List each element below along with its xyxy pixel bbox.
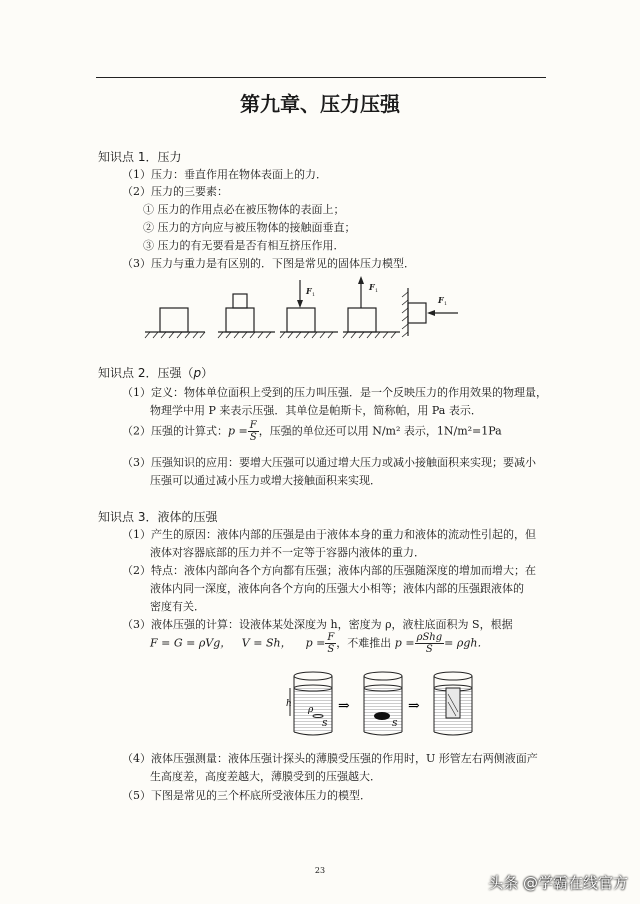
kp2-heading: 知识点 2．压强（p） <box>98 366 214 380</box>
kp1-line-6: （3）压力与重力是有区别的．下图是常见的固体压力模型． <box>122 257 415 270</box>
kp3-heading: 知识点 3．液体的压强 <box>98 510 218 524</box>
kp3-line-3: （2）特点：液体内部向各个方向都有压强；液体内部的压强随深度的增加而增大；在 <box>122 564 536 577</box>
kp3-line-7: （4）液体压强测量：液体压强计探头的薄膜受压强的作用时，U 形管左右两侧液面产 <box>122 752 538 765</box>
svg-text:1: 1 <box>375 288 379 294</box>
svg-text:1: 1 <box>444 301 448 307</box>
label-rho: ρ <box>308 705 314 715</box>
kp3-line-4: 液体内同一深度，液体向各个方向的压强大小相等；液体内部的压强跟液体的 <box>150 582 524 595</box>
kp1-heading: 知识点 1．压力 <box>98 150 182 164</box>
page-number: 23 <box>314 866 326 875</box>
arrow-2: ⇒ <box>408 698 420 714</box>
kp2-line-5: 压强可以通过减小压力或增大接触面积来实现． <box>150 474 381 487</box>
kp2-line-4: （3）压强知识的应用：要增大压强可以通过增大压力或减小接触面积来实现；要减小 <box>122 456 536 469</box>
kp1-line-2: （2）压力的三要素： <box>122 185 228 198</box>
chapter-title: 第九章、压力压强 <box>240 92 400 116</box>
kp1-line-1: （1）压力：垂直作用在物体表面上的力． <box>122 168 327 181</box>
kp2-formula-line: （2）压强的计算式：p = $\frac{F}{S}$ ，压强的单位还可以用 N/m² 表示，1N/m²=1Pa <box>122 420 502 443</box>
kp3-line-6: （3）液体压强的计算：设液体某处深度为 h，密度为 ρ，液柱底面积为 S，根据 <box>122 618 513 631</box>
kp3-line-5: 密度有关． <box>150 600 205 613</box>
liquid-column-figure <box>284 666 484 738</box>
kp3-line-1: （1）产生的原因：液体内部的压强是由于液体本身的重力和液体的流动性引起的，但 <box>122 528 536 541</box>
force-label-2: F <box>369 282 375 292</box>
kp2-line-1: （1）定义：物体单位面积上受到的压力叫压强．是一个反映压力的作用效果的物理量， <box>122 386 547 399</box>
kp3-line-8: 生高度差，高度差越大，薄膜受到的压强越大． <box>150 770 381 783</box>
kp1-line-4: ② 压力的方向应与被压物体的接触面垂直； <box>143 221 356 234</box>
kp1-line-3: ① 压力的作用点必在被压物体的表面上； <box>143 203 345 216</box>
kp3-line-2: 液体对容器底部的压力并不一定等于容器内液体的重力． <box>150 546 425 559</box>
header-rule <box>96 77 546 78</box>
kp1-line-5: ③ 压力的有无要看是否有相互挤压作用． <box>143 239 345 252</box>
solid-pressure-figure <box>140 270 470 345</box>
svg-text:1: 1 <box>312 292 316 298</box>
watermark: 头条 @学霸在线官方 <box>488 874 628 892</box>
rhoshg-fraction: $\frac{\text{ρShg}}{S}$ <box>416 632 443 655</box>
fs-fraction: $\frac{F}{S}$ <box>327 632 335 655</box>
pressure-fraction: $\frac{F}{S}$ <box>249 420 257 443</box>
label-s-2: S <box>392 719 398 728</box>
force-label-1: F <box>306 286 312 296</box>
label-s: S <box>322 719 328 728</box>
label-h: h <box>286 699 292 709</box>
kp2-line-2: 物理学中用 P 来表示压强．其单位是帕斯卡，简称帕，用 Pa 表示． <box>150 404 482 417</box>
kp3-derivation: F = G = ρVg， V = Sh， p = $\frac{F}{S}$ ，不难推出 p = $\frac{\text{ρShg}}{S}$ = ρgh． <box>150 632 489 655</box>
kp3-line-9: （5）下图是常见的三个杯底所受液体压力的模型． <box>122 789 371 802</box>
force-label-3: F <box>438 295 444 305</box>
arrow-1: ⇒ <box>338 698 350 714</box>
